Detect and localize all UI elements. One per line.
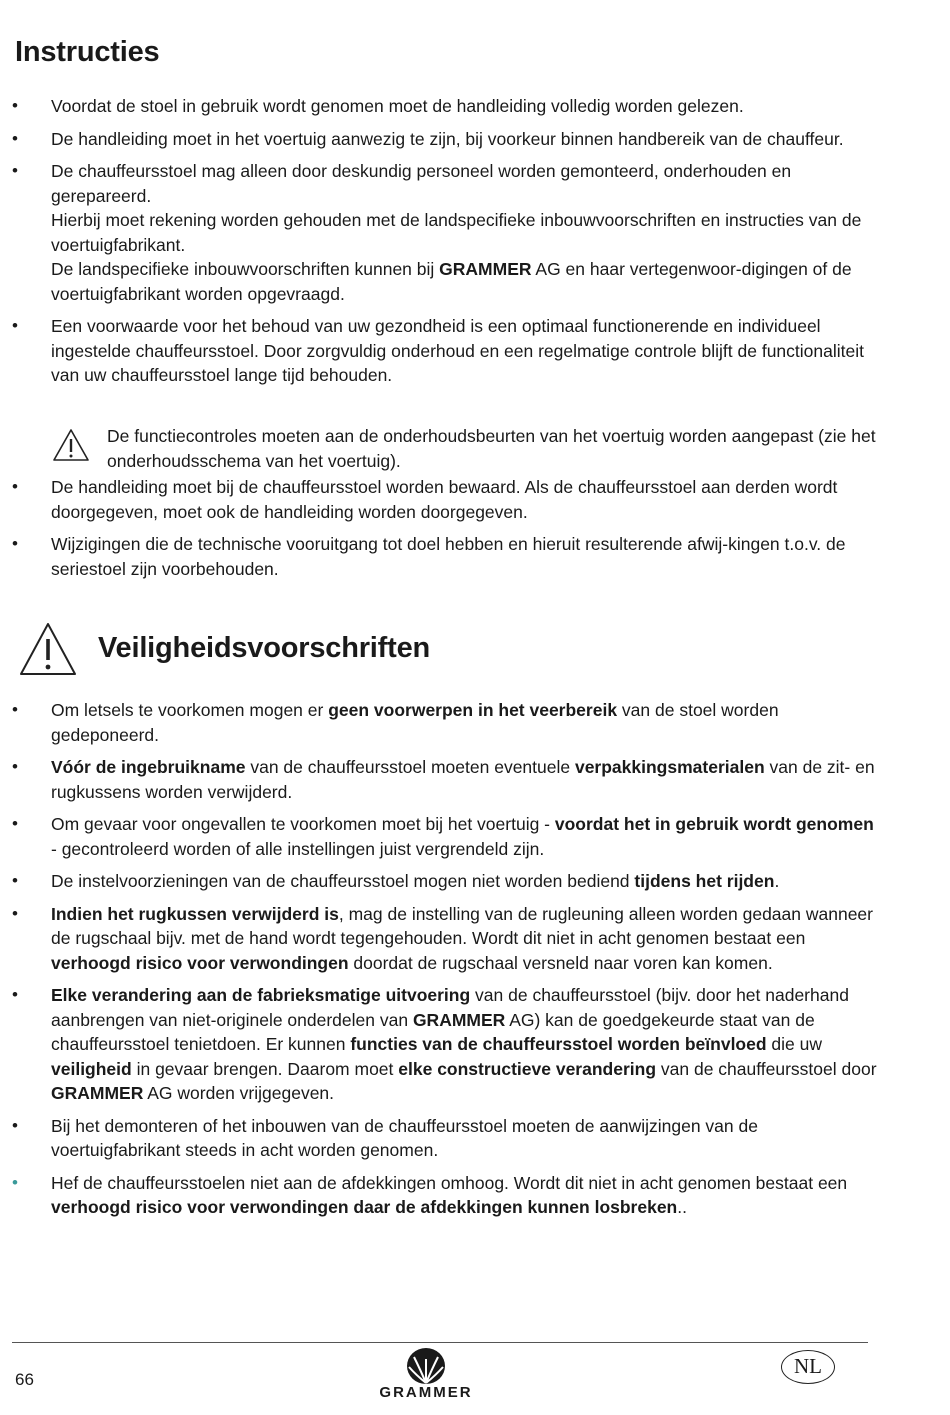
bullet-dot: •	[12, 814, 18, 833]
bullet-dot: •	[12, 316, 18, 335]
safety-title: Veiligheidsvoorschriften	[98, 632, 431, 664]
list-item: • De chauffeursstoel mag alleen door deskundig personeel worden gemonteerd, onderhouden en gerepareerd. Hierbij moet rekening worden gehouden met de landspecifieke inbouwvoorschriften en instructies van de voertuigfabrikant. De landspecifieke inbouwvoorschriften kunnen bij GRAMMER AG en haar vertegenwoor-digingen of de voertuigfabrikant worden opgevraagd.	[12, 161, 862, 304]
safety-list	[0, 698, 880, 1228]
safety-heading	[18, 619, 618, 679]
bullet-dot: •	[12, 1172, 18, 1192]
note-text: De functiecontroles moeten aan de onderhoudsbeurten van het voertuig worden aangepast (zie het onderhoudsschema van het voertuig).	[107, 426, 876, 471]
footer-divider	[12, 1342, 868, 1343]
bullet-dot: •	[12, 161, 18, 180]
bullet-dot: •	[12, 700, 18, 719]
language-badge: NL	[781, 1350, 835, 1384]
page-number: 66	[15, 1370, 34, 1389]
list-item: • De handleiding moet in het voertuig aanwezig te zijn, bij voorkeur binnen handbereik van de chauffeur.	[0, 127, 880, 152]
list-item: • Elke verandering aan de fabrieksmatige uitvoering van de chauffeursstoel (bijv. door het naderhand aanbrengen van niet-originele onderdelen van GRAMMER AG) kan de goedgekeurde staat van de chauffeursstoel tenietdoen. Er kunnen functies van de chauffeursstoel worden beïnvloed die uw veiligheid in gevaar brengen. Daarom moet elke constructieve verandering van de chauffeursstoel door GRAMMER AG worden vrijgegeven.	[12, 985, 877, 1103]
list-item: • De handleiding moet bij de chauffeursstoel worden bewaard. Als de chauffeursstoel aan derden wordt doorgegeven, moet ook de handleiding worden doorgegeven.	[12, 477, 838, 522]
bullet-dot: •	[12, 534, 18, 553]
bullet-dot: •	[12, 96, 18, 115]
brand-name: GRAMMER	[439, 259, 532, 279]
brand-wordmark: GRAMMER	[379, 1384, 473, 1401]
list-item: • Een voorwaarde voor het behoud van uw gezondheid is een optimaal functionerende en individueel ingestelde chauffeursstoel. Door zorgvuldig onderhoud en een regelmatige controle blijft de functionaliteit van uw chauffeursstoel lange tijd behouden.	[12, 316, 864, 385]
list-item: • De instelvoorzieningen van de chauffeursstoel mogen niet worden bediend tijdens het rijden.	[0, 869, 880, 894]
grammer-logo-icon	[406, 1347, 446, 1385]
warning-triangle-icon	[52, 428, 90, 462]
list-item: • Indien het rugkussen verwijderd is, mag de instelling van de rugleuning alleen worden gedaan wanneer de rugschaal bijv. met de hand wordt tegengehouden. Wordt dit niet in acht genomen bestaat een verhoogd risico voor verwondingen doordat de rugschaal versneld naar voren kan komen.	[12, 903, 873, 973]
bullet-dot: •	[12, 757, 18, 776]
list-item: • Om letsels te voorkomen mogen er geen voorwerpen in het veerbereik van de stoel worden gedeponeerd.	[12, 700, 779, 745]
bullet-dot: •	[12, 1115, 18, 1135]
instructions-list-continued	[0, 475, 880, 589]
bullet-dot: •	[12, 477, 18, 496]
brand-logo	[368, 1345, 484, 1405]
list-item: • Wijzigingen die de technische vooruitgang tot doel hebben en hieruit resulterende afwij-kingen t.o.v. de seriestoel zijn voorbehouden.	[12, 534, 846, 579]
list-item: • Bij het demonteren of het inbouwen van de chauffeursstoel moeten de aanwijzingen van de voertuigfabrikant steeds in acht worden genomen.	[12, 1115, 758, 1160]
bullet-dot: •	[12, 871, 18, 890]
bullet-dot: •	[12, 903, 18, 923]
list-item: • Hef de chauffeursstoelen niet aan de afdekkingen omhoog. Wordt dit niet in acht genomen bestaat een verhoogd risico voor verwondingen daar de afdekkingen kunnen losbreken..	[12, 1172, 848, 1217]
bullet-dot: •	[12, 985, 18, 1004]
list-item: • Vóór de ingebruikname van de chauffeursstoel moeten eventuele verpakkingsmaterialen van de zit- en rugkussens worden verwijderd.	[12, 757, 875, 802]
list-item: • Voordat de stoel in gebruik wordt genomen moet de handleiding volledig worden gelezen.	[0, 94, 880, 119]
instructions-list	[0, 94, 880, 396]
maintenance-note	[0, 424, 950, 473]
warning-triangle-icon	[18, 621, 78, 677]
instructions-title: Instructies	[15, 36, 160, 68]
list-item: • Om gevaar voor ongevallen te voorkomen moet bij het voertuig - voordat het in gebruik wordt genomen - gecontroleerd worden of alle instellingen juist vergrendeld zijn.	[12, 814, 874, 859]
bullet-dot: •	[12, 128, 18, 148]
